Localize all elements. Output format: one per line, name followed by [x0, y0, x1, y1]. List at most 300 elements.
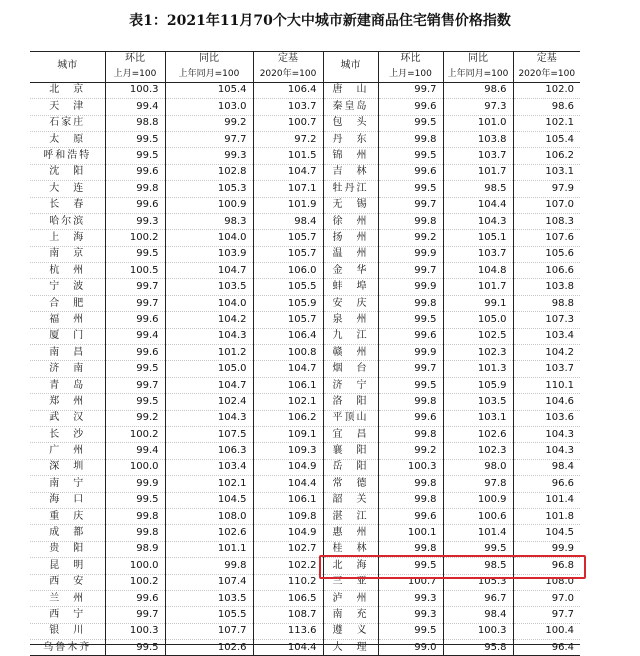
table-row [30, 213, 580, 229]
fixed-cell-right: 103.7 [513, 361, 580, 377]
mom-cell-left: 99.6 [105, 197, 165, 213]
table-row [30, 115, 580, 131]
city-cell-left: 长 沙 [30, 426, 105, 442]
city-cell-left: 西 安 [30, 574, 105, 590]
mom-cell-left: 100.5 [105, 263, 165, 279]
mom-subheader-right: 上月=100 [378, 66, 443, 82]
fixed-cell-right: 103.8 [513, 279, 580, 295]
mom-subheader-left: 上月=100 [105, 66, 165, 82]
fixed-cell-left: 105.7 [253, 230, 323, 246]
yoy-cell-left: 103.4 [165, 459, 253, 475]
yoy-cell-left: 102.8 [165, 164, 253, 180]
mom-cell-left: 99.5 [105, 148, 165, 164]
city-cell-left: 青 岛 [30, 377, 105, 393]
yoy-cell-right: 98.5 [443, 558, 513, 574]
yoy-cell-right: 103.8 [443, 131, 513, 147]
city-cell-left: 杭 州 [30, 263, 105, 279]
mom-cell-left: 100.3 [105, 623, 165, 639]
yoy-cell-left: 105.3 [165, 181, 253, 197]
table-row [30, 82, 580, 98]
fixed-cell-left: 98.4 [253, 213, 323, 229]
yoy-cell-right: 100.6 [443, 508, 513, 524]
fixed-cell-right: 97.7 [513, 607, 580, 623]
fixed-cell-left: 100.8 [253, 345, 323, 361]
yoy-cell-right: 104.8 [443, 263, 513, 279]
mom-cell-left: 100.0 [105, 459, 165, 475]
mom-cell-left: 99.8 [105, 525, 165, 541]
mom-cell-left: 98.8 [105, 115, 165, 131]
yoy-cell-right: 97.3 [443, 99, 513, 115]
table-row [30, 246, 580, 262]
fixed-cell-right: 104.3 [513, 426, 580, 442]
fixed-cell-left: 113.6 [253, 623, 323, 639]
table-row [30, 410, 580, 426]
city-cell-left: 长 春 [30, 197, 105, 213]
yoy-cell-left: 103.5 [165, 279, 253, 295]
mom-cell-right: 99.8 [378, 476, 443, 492]
mom-cell-left: 100.2 [105, 230, 165, 246]
table-row [30, 230, 580, 246]
yoy-cell-right: 101.0 [443, 115, 513, 131]
city-cell-right: 洛 阳 [323, 394, 378, 410]
mom-cell-left: 99.5 [105, 394, 165, 410]
city-cell-left: 宁 波 [30, 279, 105, 295]
city-cell-left: 天 津 [30, 99, 105, 115]
city-cell-left: 合 肥 [30, 295, 105, 311]
mom-cell-right: 99.8 [378, 295, 443, 311]
yoy-cell-left: 104.0 [165, 230, 253, 246]
mom-cell-left: 99.4 [105, 328, 165, 344]
city-cell-right: 韶 关 [323, 492, 378, 508]
mom-cell-left: 99.4 [105, 99, 165, 115]
header-row [30, 51, 580, 66]
mom-cell-right: 99.3 [378, 590, 443, 606]
mom-cell-left: 100.2 [105, 574, 165, 590]
city-cell-left: 南 宁 [30, 476, 105, 492]
table-row [30, 426, 580, 442]
city-cell-right: 烟 台 [323, 361, 378, 377]
mom-cell-left: 99.2 [105, 410, 165, 426]
mom-cell-right: 99.7 [378, 263, 443, 279]
yoy-subheader-left: 上年同月=100 [165, 66, 253, 82]
fixed-cell-left: 106.1 [253, 377, 323, 393]
table-row [30, 459, 580, 475]
city-cell-right: 南 充 [323, 607, 378, 623]
fixed-cell-left: 104.7 [253, 164, 323, 180]
mom-cell-right: 99.8 [378, 492, 443, 508]
city-cell-left: 昆 明 [30, 558, 105, 574]
city-cell-right: 襄 阳 [323, 443, 378, 459]
fixed-cell-right: 102.0 [513, 82, 580, 98]
fixed-cell-right: 96.6 [513, 476, 580, 492]
yoy-cell-right: 103.1 [443, 410, 513, 426]
mom-cell-right: 99.6 [378, 328, 443, 344]
mom-cell-right: 99.6 [378, 508, 443, 524]
mom-cell-right: 100.7 [378, 574, 443, 590]
mom-cell-left: 99.6 [105, 312, 165, 328]
mom-cell-left: 99.5 [105, 246, 165, 262]
fixed-cell-left: 102.1 [253, 394, 323, 410]
city-cell-left: 乌鲁木齐 [30, 640, 105, 656]
table-row [30, 476, 580, 492]
city-cell-left: 哈尔滨 [30, 213, 105, 229]
fixed-cell-left: 100.7 [253, 115, 323, 131]
city-cell-left: 福 州 [30, 312, 105, 328]
table-row [30, 263, 580, 279]
yoy-cell-right: 103.7 [443, 148, 513, 164]
table-row [30, 443, 580, 459]
mom-cell-right: 99.7 [378, 361, 443, 377]
fixed-cell-right: 108.3 [513, 213, 580, 229]
yoy-cell-left: 107.4 [165, 574, 253, 590]
table-row [30, 312, 580, 328]
city-cell-left: 大 连 [30, 181, 105, 197]
mom-cell-left: 99.8 [105, 508, 165, 524]
mom-cell-right: 99.6 [378, 164, 443, 180]
fixed-cell-left: 104.9 [253, 525, 323, 541]
yoy-cell-right: 98.4 [443, 607, 513, 623]
yoy-cell-right: 101.3 [443, 361, 513, 377]
yoy-cell-left: 103.9 [165, 246, 253, 262]
yoy-cell-left: 104.5 [165, 492, 253, 508]
fixed-cell-right: 96.4 [513, 640, 580, 656]
mom-cell-right: 99.7 [378, 82, 443, 98]
yoy-header-left: 同比 [165, 51, 253, 66]
table-row [30, 328, 580, 344]
table-row [30, 345, 580, 361]
mom-cell-left: 99.5 [105, 492, 165, 508]
fixed-cell-left: 104.7 [253, 361, 323, 377]
mom-cell-left: 98.9 [105, 541, 165, 557]
table-row [30, 377, 580, 393]
table-row [30, 148, 580, 164]
fixed-cell-right: 104.3 [513, 443, 580, 459]
fixed-cell-left: 104.4 [253, 476, 323, 492]
fixed-subheader-left: 2020年=100 [253, 66, 323, 82]
yoy-cell-right: 100.9 [443, 492, 513, 508]
fixed-cell-right: 104.5 [513, 525, 580, 541]
table-row [30, 525, 580, 541]
yoy-cell-left: 104.7 [165, 377, 253, 393]
mom-cell-left: 99.6 [105, 164, 165, 180]
fixed-cell-left: 104.9 [253, 459, 323, 475]
city-cell-left: 重 庆 [30, 508, 105, 524]
city-cell-left: 厦 门 [30, 328, 105, 344]
yoy-cell-left: 97.7 [165, 131, 253, 147]
mom-cell-right: 99.2 [378, 443, 443, 459]
city-cell-right: 济 宁 [323, 377, 378, 393]
city-cell-left: 深 圳 [30, 459, 105, 475]
mom-cell-left: 99.5 [105, 131, 165, 147]
fixed-cell-right: 99.9 [513, 541, 580, 557]
subheader-row [30, 66, 580, 82]
table-row [30, 164, 580, 180]
city-header-right: 城市 [323, 51, 378, 82]
fixed-cell-left: 102.2 [253, 558, 323, 574]
fixed-cell-right: 103.6 [513, 410, 580, 426]
fixed-cell-left: 105.5 [253, 279, 323, 295]
city-cell-left: 南 京 [30, 246, 105, 262]
fixed-cell-left: 105.7 [253, 246, 323, 262]
mom-cell-right: 99.9 [378, 345, 443, 361]
mom-cell-left: 99.7 [105, 607, 165, 623]
fixed-cell-right: 103.1 [513, 164, 580, 180]
yoy-cell-right: 103.5 [443, 394, 513, 410]
city-cell-right: 泉 州 [323, 312, 378, 328]
city-cell-right: 徐 州 [323, 213, 378, 229]
fixed-cell-right: 100.4 [513, 623, 580, 639]
yoy-cell-right: 99.5 [443, 541, 513, 557]
city-cell-right: 常 德 [323, 476, 378, 492]
table-body [30, 82, 580, 656]
yoy-cell-right: 102.5 [443, 328, 513, 344]
mom-cell-right: 99.6 [378, 410, 443, 426]
yoy-cell-right: 95.8 [443, 640, 513, 656]
mom-cell-left: 99.7 [105, 295, 165, 311]
yoy-cell-right: 105.9 [443, 377, 513, 393]
table-row [30, 279, 580, 295]
city-cell-right: 赣 州 [323, 345, 378, 361]
table-row [30, 394, 580, 410]
city-cell-right: 九 江 [323, 328, 378, 344]
fixed-cell-right: 105.6 [513, 246, 580, 262]
mom-cell-right: 99.8 [378, 394, 443, 410]
yoy-cell-right: 97.8 [443, 476, 513, 492]
city-cell-right: 蚌 埠 [323, 279, 378, 295]
price-index-table [30, 51, 580, 656]
fixed-cell-left: 106.1 [253, 492, 323, 508]
table-row [30, 197, 580, 213]
table-row [30, 508, 580, 524]
city-cell-left: 贵 阳 [30, 541, 105, 557]
city-cell-right: 吉 林 [323, 164, 378, 180]
city-cell-left: 银 川 [30, 623, 105, 639]
city-header-left: 城市 [30, 51, 105, 82]
city-cell-right: 温 州 [323, 246, 378, 262]
fixed-cell-left: 97.2 [253, 131, 323, 147]
yoy-cell-left: 108.0 [165, 508, 253, 524]
fixed-cell-right: 107.3 [513, 312, 580, 328]
mom-cell-right: 99.8 [378, 541, 443, 557]
city-cell-left: 武 汉 [30, 410, 105, 426]
fixed-cell-right: 96.8 [513, 558, 580, 574]
city-cell-left: 太 原 [30, 131, 105, 147]
fixed-cell-right: 110.1 [513, 377, 580, 393]
city-cell-left: 石家庄 [30, 115, 105, 131]
yoy-cell-right: 101.7 [443, 164, 513, 180]
fixed-cell-right: 97.0 [513, 590, 580, 606]
mom-cell-right: 99.7 [378, 197, 443, 213]
city-cell-right: 大 理 [323, 640, 378, 656]
city-cell-right: 桂 林 [323, 541, 378, 557]
mom-cell-right: 99.5 [378, 377, 443, 393]
city-cell-right: 包 头 [323, 115, 378, 131]
city-cell-right: 安 庆 [323, 295, 378, 311]
mom-cell-right: 100.1 [378, 525, 443, 541]
table-row [30, 361, 580, 377]
yoy-cell-left: 103.0 [165, 99, 253, 115]
yoy-cell-right: 99.1 [443, 295, 513, 311]
fixed-cell-right: 104.6 [513, 394, 580, 410]
fixed-cell-right: 102.1 [513, 115, 580, 131]
fixed-cell-left: 109.1 [253, 426, 323, 442]
city-cell-right: 锦 州 [323, 148, 378, 164]
fixed-cell-right: 101.8 [513, 508, 580, 524]
table-row [30, 131, 580, 147]
yoy-cell-right: 98.5 [443, 181, 513, 197]
city-cell-right: 湛 江 [323, 508, 378, 524]
yoy-cell-left: 104.3 [165, 328, 253, 344]
city-cell-left: 呼和浩特 [30, 148, 105, 164]
yoy-cell-right: 98.6 [443, 82, 513, 98]
fixed-cell-right: 107.6 [513, 230, 580, 246]
yoy-cell-left: 105.0 [165, 361, 253, 377]
fixed-cell-right: 101.4 [513, 492, 580, 508]
mom-cell-right: 99.6 [378, 99, 443, 115]
mom-cell-left: 99.7 [105, 377, 165, 393]
yoy-cell-right: 102.6 [443, 426, 513, 442]
yoy-cell-right: 104.3 [443, 213, 513, 229]
mom-header-left: 环比 [105, 51, 165, 66]
fixed-cell-left: 109.8 [253, 508, 323, 524]
yoy-cell-left: 102.6 [165, 525, 253, 541]
mom-cell-right: 99.5 [378, 115, 443, 131]
city-cell-right: 金 华 [323, 263, 378, 279]
fixed-subheader-right: 2020年=100 [513, 66, 580, 82]
mom-cell-right: 99.5 [378, 148, 443, 164]
city-cell-right: 泸 州 [323, 590, 378, 606]
table-row [30, 590, 580, 606]
yoy-cell-right: 105.0 [443, 312, 513, 328]
table-row [30, 99, 580, 115]
fixed-cell-right: 104.2 [513, 345, 580, 361]
fixed-cell-right: 105.4 [513, 131, 580, 147]
table-row [30, 492, 580, 508]
table-row [30, 607, 580, 623]
yoy-cell-left: 105.4 [165, 82, 253, 98]
city-cell-right: 北 海 [323, 558, 378, 574]
mom-cell-right: 99.9 [378, 279, 443, 295]
yoy-cell-right: 100.3 [443, 623, 513, 639]
fixed-cell-left: 107.1 [253, 181, 323, 197]
mom-cell-left: 99.3 [105, 213, 165, 229]
table-row [30, 558, 580, 574]
mom-cell-left: 99.6 [105, 345, 165, 361]
fixed-header-right: 定基 [536, 52, 557, 64]
yoy-cell-left: 104.3 [165, 410, 253, 426]
yoy-cell-left: 104.0 [165, 295, 253, 311]
table-row [30, 541, 580, 557]
mom-cell-right: 99.8 [378, 426, 443, 442]
yoy-cell-left: 99.3 [165, 148, 253, 164]
mom-cell-right: 99.8 [378, 213, 443, 229]
city-cell-right: 丹 东 [323, 131, 378, 147]
fixed-cell-left: 104.4 [253, 640, 323, 656]
table-row [30, 295, 580, 311]
fixed-cell-right: 107.0 [513, 197, 580, 213]
yoy-cell-left: 106.3 [165, 443, 253, 459]
yoy-cell-right: 102.3 [443, 443, 513, 459]
fixed-cell-left: 102.7 [253, 541, 323, 557]
city-cell-left: 上 海 [30, 230, 105, 246]
fixed-cell-left: 106.0 [253, 263, 323, 279]
fixed-cell-left: 101.5 [253, 148, 323, 164]
fixed-cell-left: 105.9 [253, 295, 323, 311]
city-cell-right: 扬 州 [323, 230, 378, 246]
mom-cell-left: 99.5 [105, 640, 165, 656]
yoy-cell-right: 101.7 [443, 279, 513, 295]
yoy-cell-right: 103.7 [443, 246, 513, 262]
fixed-cell-right: 106.6 [513, 263, 580, 279]
mom-cell-left: 99.5 [105, 361, 165, 377]
yoy-cell-left: 103.5 [165, 590, 253, 606]
city-cell-left: 广 州 [30, 443, 105, 459]
yoy-cell-left: 105.5 [165, 607, 253, 623]
table-row [30, 640, 580, 656]
city-cell-left: 北 京 [30, 82, 105, 98]
yoy-cell-left: 104.7 [165, 263, 253, 279]
yoy-subheader-right: 上年同月=100 [443, 66, 513, 82]
city-cell-left: 海 口 [30, 492, 105, 508]
fixed-cell-left: 103.7 [253, 99, 323, 115]
fixed-cell-right: 98.8 [513, 295, 580, 311]
mom-cell-right: 99.5 [378, 623, 443, 639]
yoy-cell-left: 101.2 [165, 345, 253, 361]
city-cell-right: 惠 州 [323, 525, 378, 541]
table-row [30, 623, 580, 639]
city-cell-right: 牡丹江 [323, 181, 378, 197]
city-cell-left: 沈 阳 [30, 164, 105, 180]
city-cell-right: 三 亚 [323, 574, 378, 590]
yoy-cell-left: 99.8 [165, 558, 253, 574]
yoy-cell-left: 104.2 [165, 312, 253, 328]
fixed-cell-right: 108.0 [513, 574, 580, 590]
mom-cell-left: 100.0 [105, 558, 165, 574]
mom-cell-right: 99.3 [378, 607, 443, 623]
yoy-header-right: 同比 [443, 51, 513, 66]
yoy-cell-left: 107.5 [165, 426, 253, 442]
fixed-cell-left: 108.7 [253, 607, 323, 623]
yoy-cell-right: 102.3 [443, 345, 513, 361]
fixed-cell-right: 98.6 [513, 99, 580, 115]
mom-cell-left: 100.3 [105, 82, 165, 98]
mom-cell-right: 99.0 [378, 640, 443, 656]
yoy-cell-right: 98.0 [443, 459, 513, 475]
mom-header-right: 环比 [378, 51, 443, 66]
city-cell-right: 唐 山 [323, 82, 378, 98]
fixed-cell-left: 106.2 [253, 410, 323, 426]
fixed-cell-left: 101.9 [253, 197, 323, 213]
city-cell-left: 成 都 [30, 525, 105, 541]
yoy-cell-left: 102.4 [165, 394, 253, 410]
yoy-cell-right: 105.1 [443, 230, 513, 246]
city-cell-left: 西 宁 [30, 607, 105, 623]
yoy-cell-left: 102.1 [165, 476, 253, 492]
yoy-cell-left: 102.6 [165, 640, 253, 656]
table-row [30, 574, 580, 590]
mom-cell-right: 99.9 [378, 246, 443, 262]
yoy-cell-left: 98.3 [165, 213, 253, 229]
city-cell-left: 兰 州 [30, 590, 105, 606]
mom-cell-right: 99.5 [378, 558, 443, 574]
yoy-cell-right: 105.3 [443, 574, 513, 590]
city-cell-left: 济 南 [30, 361, 105, 377]
mom-cell-right: 99.5 [378, 312, 443, 328]
fixed-cell-left: 109.3 [253, 443, 323, 459]
city-cell-left: 郑 州 [30, 394, 105, 410]
yoy-cell-left: 99.2 [165, 115, 253, 131]
yoy-cell-left: 100.9 [165, 197, 253, 213]
